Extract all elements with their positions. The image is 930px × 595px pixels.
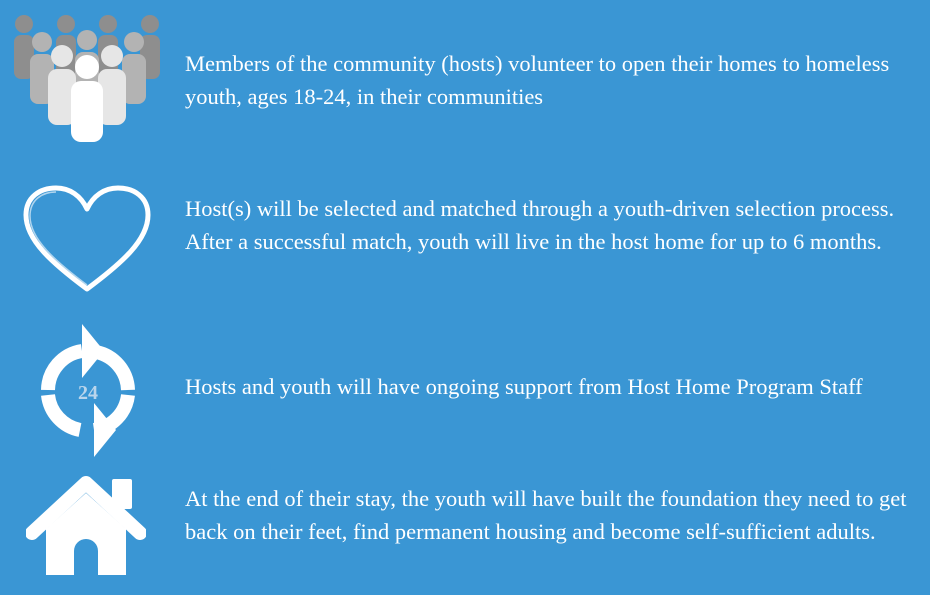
step-matching-text: Host(s) will be selected and matched through a youth-driven selection process. After a successful match, youth will live in the host home for up to 6 months. — [185, 196, 895, 254]
step-support-text: Hosts and youth will have ongoing support from Host Home Program Staff — [185, 374, 863, 399]
support-24-cycle-icon — [34, 320, 144, 460]
step-foundation-text: At the end of their stay, the youth will have built the foundation they need to get back on their feet, find permanent housing and become self-sufficient adults. — [185, 486, 907, 544]
house-icon — [26, 475, 146, 580]
step-foundation — [0, 470, 930, 595]
heart-outline-icon — [22, 185, 152, 295]
support-24-badge: 24 — [78, 382, 98, 404]
step-community-text: Members of the community (hosts) volunteer to open their homes to homeless youth, ages 18-24, in their communities — [185, 51, 890, 109]
community-people-icon — [10, 12, 165, 144]
step-matching — [0, 170, 930, 310]
step-community — [0, 0, 930, 160]
step-support — [0, 315, 930, 465]
